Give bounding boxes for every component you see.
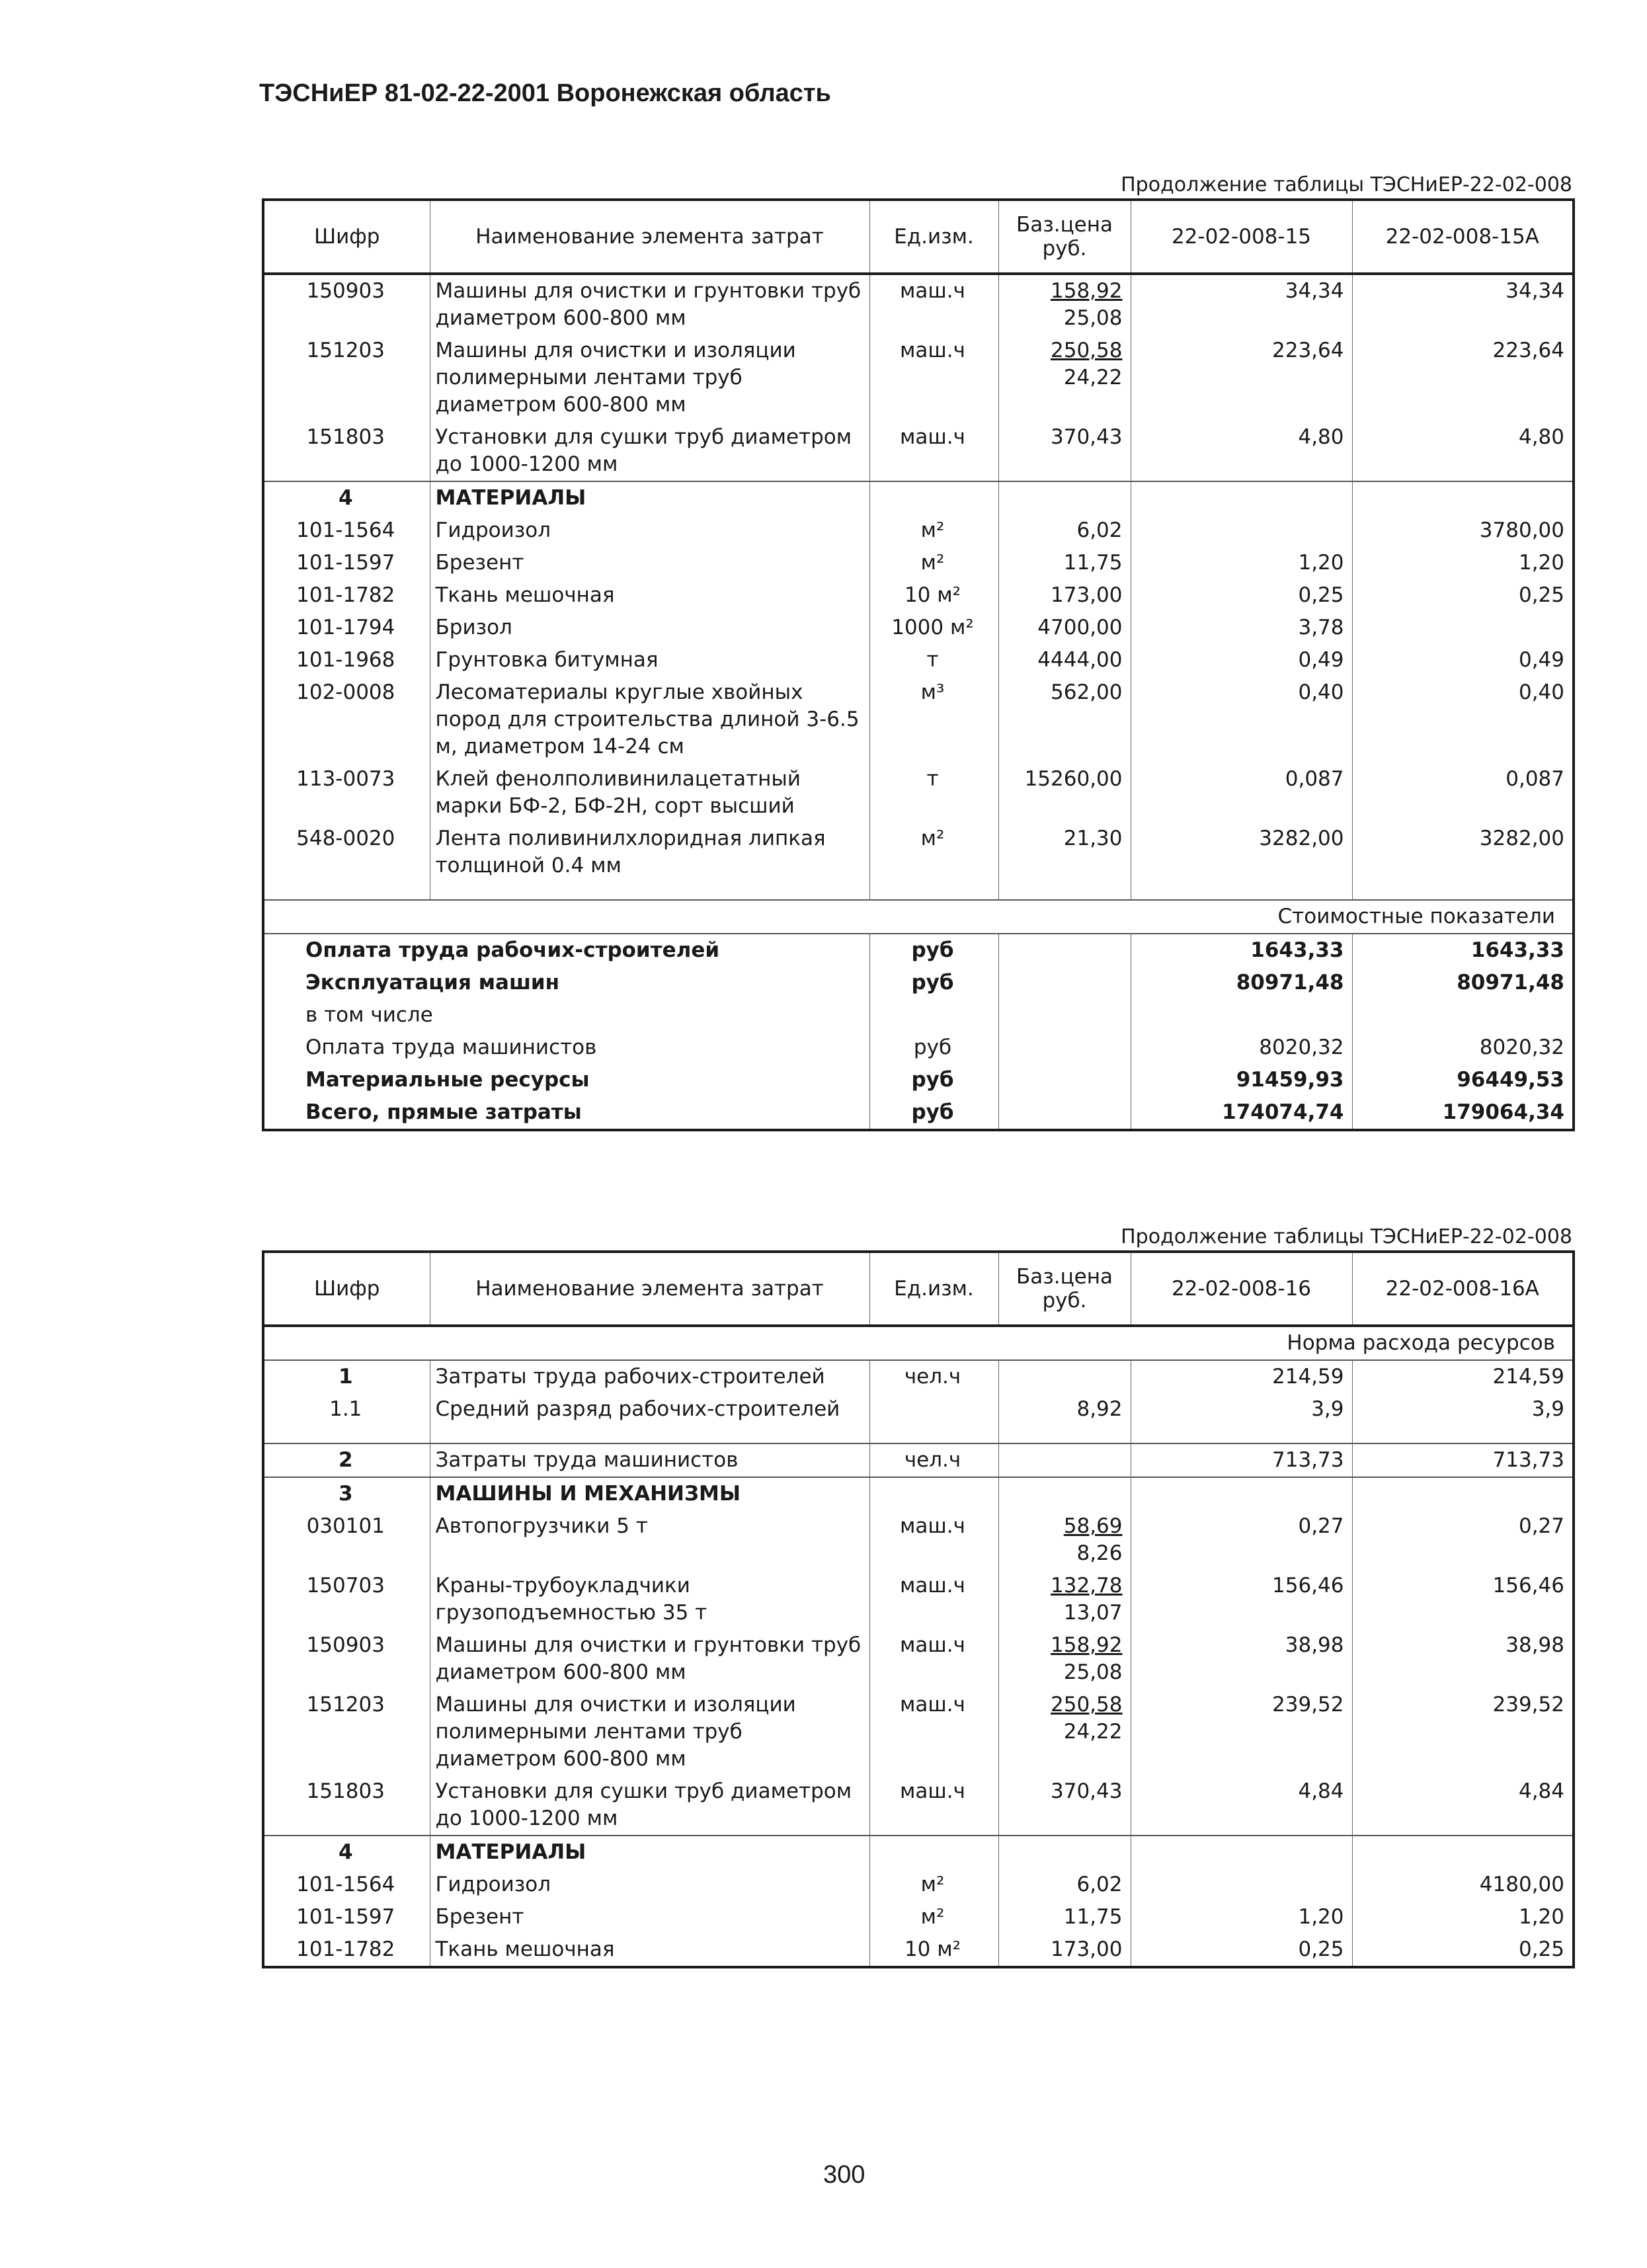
value-col-a: 0,27 xyxy=(1131,1510,1352,1570)
empty-cell xyxy=(998,934,1131,967)
base-price xyxy=(998,335,1131,421)
cost-row xyxy=(263,1064,1574,1096)
cost-label: Оплата труда машинистов xyxy=(305,1035,597,1059)
cost-col-a: 174074,74 xyxy=(1131,1096,1352,1130)
spacer-row xyxy=(263,1426,1574,1443)
empty-cell xyxy=(998,1064,1131,1096)
base-price: 15260,00 xyxy=(998,763,1131,823)
value-col-a: 1,20 xyxy=(1131,1901,1352,1933)
empty-cell xyxy=(1352,1836,1574,1869)
resource-unit: м² xyxy=(869,1901,998,1933)
cost-col-b: 179064,34 xyxy=(1352,1096,1574,1130)
base-price-total: 370,43 xyxy=(1051,1779,1123,1803)
header-code: Шифр xyxy=(263,200,430,274)
norm-header-label: Норма расхода ресурсов xyxy=(263,1326,1574,1360)
resource-code: 101-1794 xyxy=(296,616,395,639)
resource-unit: т xyxy=(869,644,998,676)
resource-unit: маш.ч xyxy=(869,421,998,481)
base-price xyxy=(998,1629,1131,1689)
resource-name: Машины для очистки и грунтовки труб диаметром 600-800 мм xyxy=(430,1629,869,1689)
value-col-a: 3,78 xyxy=(1131,612,1352,644)
table-row xyxy=(263,676,1574,763)
section-number: 4 xyxy=(263,1836,430,1869)
empty-cell xyxy=(1131,882,1352,900)
table-row xyxy=(263,763,1574,823)
value-col-a: 4,84 xyxy=(1131,1775,1352,1836)
empty-cell xyxy=(998,1836,1131,1869)
value-col-a: 34,34 xyxy=(1131,274,1352,335)
cost-row xyxy=(263,934,1574,967)
value-col-b: 4,80 xyxy=(1352,421,1574,481)
document-title: ТЭСНиЕР 81-02-22-2001 Воронежская область xyxy=(259,79,831,107)
cost-row xyxy=(263,967,1574,999)
resource-unit: чел.ч xyxy=(869,1443,998,1477)
base-price-total: 158,92 xyxy=(1051,279,1123,303)
value-col-a: 239,52 xyxy=(1131,1689,1352,1775)
value-col-a: 0,087 xyxy=(1131,763,1352,823)
resource-name: Лесоматериалы круглые хвойных пород для строительства длиной 3-6.5 м, диаметром 14-24 см xyxy=(430,676,869,763)
table-row xyxy=(263,1689,1574,1775)
cost-row xyxy=(263,1032,1574,1064)
cost-col-b: 8020,32 xyxy=(1352,1032,1574,1064)
value-col-b: 223,64 xyxy=(1352,335,1574,421)
cost-col-b: 80971,48 xyxy=(1352,967,1574,999)
empty-cell xyxy=(1131,481,1352,514)
base-price xyxy=(998,1443,1131,1477)
resource-unit: маш.ч xyxy=(869,274,998,335)
empty-cell xyxy=(869,1836,998,1869)
value-col-a: 4,80 xyxy=(1131,421,1352,481)
resource-unit: 10 м² xyxy=(869,1933,998,1967)
table-row xyxy=(263,1933,1574,1967)
value-col-a: 0,40 xyxy=(1131,676,1352,763)
table-row xyxy=(263,1570,1574,1629)
section-title: МАШИНЫ И МЕХАНИЗМЫ xyxy=(430,1477,869,1510)
cost-col-a: 80971,48 xyxy=(1131,967,1352,999)
resource-unit: 1000 м² xyxy=(869,612,998,644)
resource-table-2 xyxy=(262,1250,1575,1968)
empty-cell xyxy=(998,1477,1131,1510)
base-price: 6,02 xyxy=(998,1869,1131,1901)
table-row xyxy=(263,612,1574,644)
value-col-a: 0,49 xyxy=(1131,644,1352,676)
base-price-wages: 25,08 xyxy=(1063,1660,1123,1684)
value-col-a: 38,98 xyxy=(1131,1629,1352,1689)
value-col-b xyxy=(1352,612,1574,644)
base-price: 4700,00 xyxy=(998,612,1131,644)
resource-unit: м² xyxy=(869,514,998,547)
value-col-b: 3,9 xyxy=(1352,1393,1574,1426)
resource-code: 101-1564 xyxy=(296,518,395,542)
empty-cell xyxy=(1131,1477,1352,1510)
resource-code: 1 xyxy=(263,1360,430,1393)
empty-cell xyxy=(869,882,998,900)
value-col-b: 0,49 xyxy=(1352,644,1574,676)
cost-col-b: 96449,53 xyxy=(1352,1064,1574,1096)
header-price: Баз.цена руб. xyxy=(998,1252,1131,1326)
resource-code: 1.1 xyxy=(329,1397,362,1421)
value-col-b: 0,40 xyxy=(1352,676,1574,763)
resource-code: 030101 xyxy=(306,1514,385,1538)
value-col-b: 1,20 xyxy=(1352,547,1574,579)
value-col-a: 223,64 xyxy=(1131,335,1352,421)
value-col-b: 0,087 xyxy=(1352,763,1574,823)
header-unit: Ед.изм. xyxy=(869,200,998,274)
resource-code: 150903 xyxy=(306,279,385,303)
empty-cell xyxy=(869,1477,998,1510)
resource-unit: маш.ч xyxy=(869,335,998,421)
cost-label: Оплата труда рабочих-строителей xyxy=(263,934,869,967)
value-col-b: 156,46 xyxy=(1352,1570,1574,1629)
resource-name: Машины для очистки и грунтовки труб диаметром 600-800 мм xyxy=(430,274,869,335)
resource-name: Средний разряд рабочих-строителей xyxy=(430,1393,869,1426)
resource-name: Брезент xyxy=(430,1901,869,1933)
value-col-b: 0,27 xyxy=(1352,1510,1574,1570)
value-col-b: 4180,00 xyxy=(1352,1869,1574,1901)
section-row xyxy=(263,1477,1574,1510)
table-row xyxy=(263,335,1574,421)
cost-unit: руб xyxy=(869,1032,998,1064)
resource-unit: м³ xyxy=(869,676,998,763)
empty-cell xyxy=(869,1426,998,1443)
empty-cell xyxy=(263,882,430,900)
base-price-total: 132,78 xyxy=(1051,1574,1123,1598)
base-price xyxy=(998,1775,1131,1836)
base-price: 11,75 xyxy=(998,547,1131,579)
value-col-b: 1,20 xyxy=(1352,1901,1574,1933)
empty-cell xyxy=(998,967,1131,999)
empty-cell xyxy=(998,1426,1131,1443)
resource-unit: м² xyxy=(869,547,998,579)
norm-header xyxy=(263,1326,1574,1360)
resource-unit: маш.ч xyxy=(869,1629,998,1689)
header-unit: Ед.изм. xyxy=(869,1252,998,1326)
resource-table-1 xyxy=(262,198,1575,1131)
cost-label: Материальные ресурсы xyxy=(305,1068,590,1092)
cost-unit: руб xyxy=(869,1096,998,1130)
cost-header xyxy=(263,900,1574,934)
table-row xyxy=(263,1629,1574,1689)
resource-unit: маш.ч xyxy=(869,1775,998,1836)
empty-cell xyxy=(998,481,1131,514)
resource-name: Бризол xyxy=(430,612,869,644)
resource-name: Установки для сушки труб диаметром до 1000-1200 мм xyxy=(430,1775,869,1836)
value-col-a: 713,73 xyxy=(1131,1443,1352,1477)
value-col-b: 3780,00 xyxy=(1352,514,1574,547)
table-row xyxy=(263,1775,1574,1836)
empty-cell xyxy=(1352,1477,1574,1510)
value-col-a: 156,46 xyxy=(1131,1570,1352,1629)
header-col-a: 22-02-008-15 xyxy=(1131,200,1352,274)
header-price: Баз.цена руб. xyxy=(998,200,1131,274)
header-name: Наименование элемента затрат xyxy=(430,1252,869,1326)
resource-name: Гидроизол xyxy=(430,514,869,547)
table-row xyxy=(263,1443,1574,1477)
table-header-row xyxy=(263,1252,1574,1326)
empty-cell xyxy=(430,1426,869,1443)
base-price xyxy=(998,1570,1131,1629)
empty-cell xyxy=(998,1096,1131,1130)
section-title: МАТЕРИАЛЫ xyxy=(430,1836,869,1869)
cost-unit: руб xyxy=(869,967,998,999)
cost-header-label: Стоимостные показатели xyxy=(263,900,1574,934)
resource-name: Ткань мешочная xyxy=(430,1933,869,1967)
empty-cell xyxy=(430,882,869,900)
empty-cell xyxy=(1352,1426,1574,1443)
value-col-b: 38,98 xyxy=(1352,1629,1574,1689)
cost-col-a xyxy=(1131,999,1352,1032)
base-price: 21,30 xyxy=(998,823,1131,882)
base-price: 173,00 xyxy=(998,579,1131,612)
empty-cell xyxy=(263,1426,430,1443)
resource-code: 150703 xyxy=(306,1574,385,1598)
value-col-a: 0,25 xyxy=(1131,1933,1352,1967)
resource-name: Машины для очистки и изоляции полимерными лентами труб диаметром 600-800 мм xyxy=(430,335,869,421)
value-col-a xyxy=(1131,514,1352,547)
resource-unit: маш.ч xyxy=(869,1570,998,1629)
cost-col-b xyxy=(1352,999,1574,1032)
table-row xyxy=(263,274,1574,335)
resource-code: 101-1564 xyxy=(296,1873,395,1896)
resource-code: 2 xyxy=(263,1443,430,1477)
cost-col-a: 8020,32 xyxy=(1131,1032,1352,1064)
table-row xyxy=(263,514,1574,547)
value-col-b: 0,25 xyxy=(1352,1933,1574,1967)
value-col-a: 214,59 xyxy=(1131,1360,1352,1393)
cost-col-b: 1643,33 xyxy=(1352,934,1574,967)
empty-cell xyxy=(1352,882,1574,900)
section-row xyxy=(263,1836,1574,1869)
table-row xyxy=(263,1869,1574,1901)
empty-cell xyxy=(1352,481,1574,514)
cost-col-a: 1643,33 xyxy=(1131,934,1352,967)
empty-cell xyxy=(1131,1836,1352,1869)
base-price xyxy=(998,1510,1131,1570)
page-number: 300 xyxy=(823,2161,865,2189)
value-col-a: 1,20 xyxy=(1131,547,1352,579)
table-row xyxy=(263,1393,1574,1426)
resource-code: 151803 xyxy=(306,425,385,449)
base-price: 370,43 xyxy=(998,421,1131,481)
table-header-row xyxy=(263,200,1574,274)
resource-code: 101-1597 xyxy=(296,1905,395,1929)
empty-cell xyxy=(869,481,998,514)
resource-name: Клей фенолполивинилацетатный марки БФ-2, БФ-2Н, сорт высший xyxy=(430,763,869,823)
table-row xyxy=(263,1510,1574,1570)
resource-code: 548-0020 xyxy=(296,827,395,850)
table-row xyxy=(263,644,1574,676)
resource-unit: маш.ч xyxy=(869,1689,998,1775)
cost-unit xyxy=(869,999,998,1032)
base-price-wages: 13,07 xyxy=(1063,1601,1123,1625)
resource-code: 151203 xyxy=(306,339,385,362)
base-price-total: 58,69 xyxy=(1063,1514,1123,1538)
value-col-a: 0,25 xyxy=(1131,579,1352,612)
resource-code: 101-1968 xyxy=(296,648,395,672)
resource-code: 101-1782 xyxy=(296,583,395,607)
table-row xyxy=(263,823,1574,882)
cost-col-a: 91459,93 xyxy=(1131,1064,1352,1096)
value-col-a xyxy=(1131,1869,1352,1901)
table-row xyxy=(263,421,1574,481)
resource-code: 101-1597 xyxy=(296,551,395,575)
value-col-b: 4,84 xyxy=(1352,1775,1574,1836)
table-row xyxy=(263,547,1574,579)
base-price-wages: 24,22 xyxy=(1063,1720,1123,1744)
header-name: Наименование элемента затрат xyxy=(430,200,869,274)
value-col-b: 3282,00 xyxy=(1352,823,1574,882)
resource-name: Краны-трубоукладчики грузоподъемностью 35 т xyxy=(430,1570,869,1629)
cost-unit: руб xyxy=(869,934,998,967)
base-price xyxy=(998,1689,1131,1775)
section-row xyxy=(263,481,1574,514)
value-col-b: 0,25 xyxy=(1352,579,1574,612)
resource-unit: м² xyxy=(869,1869,998,1901)
resource-unit: маш.ч xyxy=(869,1510,998,1570)
cost-label: в том числе xyxy=(305,1003,433,1027)
empty-cell xyxy=(998,1032,1131,1064)
resource-name: Грунтовка битумная xyxy=(430,644,869,676)
table-row xyxy=(263,1360,1574,1393)
section-number: 4 xyxy=(263,481,430,514)
resource-unit xyxy=(869,1393,998,1426)
resource-name: Ткань мешочная xyxy=(430,579,869,612)
empty-cell xyxy=(1131,1426,1352,1443)
base-price-total: 250,58 xyxy=(1051,1693,1123,1717)
resource-unit: 10 м² xyxy=(869,579,998,612)
resource-name: Гидроизол xyxy=(430,1869,869,1901)
cost-label: Эксплуатация машин xyxy=(305,971,560,994)
cost-unit: руб xyxy=(869,1064,998,1096)
resource-code: 151803 xyxy=(306,1779,385,1803)
resource-unit: т xyxy=(869,763,998,823)
section-title: МАТЕРИАЛЫ xyxy=(430,481,869,514)
base-price-wages: 25,08 xyxy=(1063,306,1123,330)
resource-name: Автопогрузчики 5 т xyxy=(430,1510,869,1570)
value-col-b: 34,34 xyxy=(1352,274,1574,335)
value-col-b: 239,52 xyxy=(1352,1689,1574,1775)
cost-row xyxy=(263,1096,1574,1130)
table-row xyxy=(263,1901,1574,1933)
resource-unit: м² xyxy=(869,823,998,882)
value-col-b: 214,59 xyxy=(1352,1360,1574,1393)
resource-name: Установки для сушки труб диаметром до 1000-1200 мм xyxy=(430,421,869,481)
base-price: 173,00 xyxy=(998,1933,1131,1967)
cost-label: Всего, прямые затраты xyxy=(305,1100,582,1124)
header-col-a: 22-02-008-16 xyxy=(1131,1252,1352,1326)
base-price-total: 158,92 xyxy=(1051,1633,1123,1657)
table-caption: Продолжение таблицы ТЭСНиЕР-22-02-008 xyxy=(1121,1225,1572,1248)
empty-cell xyxy=(998,999,1131,1032)
base-price-wages: 8,26 xyxy=(1076,1541,1123,1565)
resource-name: Затраты труда машинистов xyxy=(430,1443,869,1477)
resource-code: 102-0008 xyxy=(296,680,395,704)
base-price-total: 250,58 xyxy=(1051,339,1123,362)
resource-name: Лента поливинилхлоридная липкая толщиной 0.4 мм xyxy=(430,823,869,882)
resource-name: Брезент xyxy=(430,547,869,579)
resource-unit: чел.ч xyxy=(869,1360,998,1393)
table-row xyxy=(263,579,1574,612)
resource-code: 150903 xyxy=(306,1633,385,1657)
empty-cell xyxy=(998,882,1131,900)
base-price: 8,92 xyxy=(998,1393,1131,1426)
value-col-a: 3282,00 xyxy=(1131,823,1352,882)
resource-code: 151203 xyxy=(306,1693,385,1717)
resource-code: 113-0073 xyxy=(296,767,395,791)
base-price-wages: 24,22 xyxy=(1063,366,1123,389)
resource-name: Затраты труда рабочих-строителей xyxy=(430,1360,869,1393)
base-price xyxy=(998,274,1131,335)
section-number: 3 xyxy=(263,1477,430,1510)
cost-row xyxy=(263,999,1574,1032)
value-col-b: 713,73 xyxy=(1352,1443,1574,1477)
base-price: 4444,00 xyxy=(998,644,1131,676)
base-price: 6,02 xyxy=(998,514,1131,547)
resource-name: Машины для очистки и изоляции полимерными лентами труб диаметром 600-800 мм xyxy=(430,1689,869,1775)
base-price: 11,75 xyxy=(998,1901,1131,1933)
header-col-b: 22-02-008-16А xyxy=(1352,1252,1574,1326)
table-caption: Продолжение таблицы ТЭСНиЕР-22-02-008 xyxy=(1121,173,1572,196)
spacer-row xyxy=(263,882,1574,900)
resource-code: 101-1782 xyxy=(296,1937,395,1961)
base-price: 562,00 xyxy=(998,676,1131,763)
header-code: Шифр xyxy=(263,1252,430,1326)
header-col-b: 22-02-008-15А xyxy=(1352,200,1574,274)
value-col-a: 3,9 xyxy=(1131,1393,1352,1426)
base-price xyxy=(998,1360,1131,1393)
